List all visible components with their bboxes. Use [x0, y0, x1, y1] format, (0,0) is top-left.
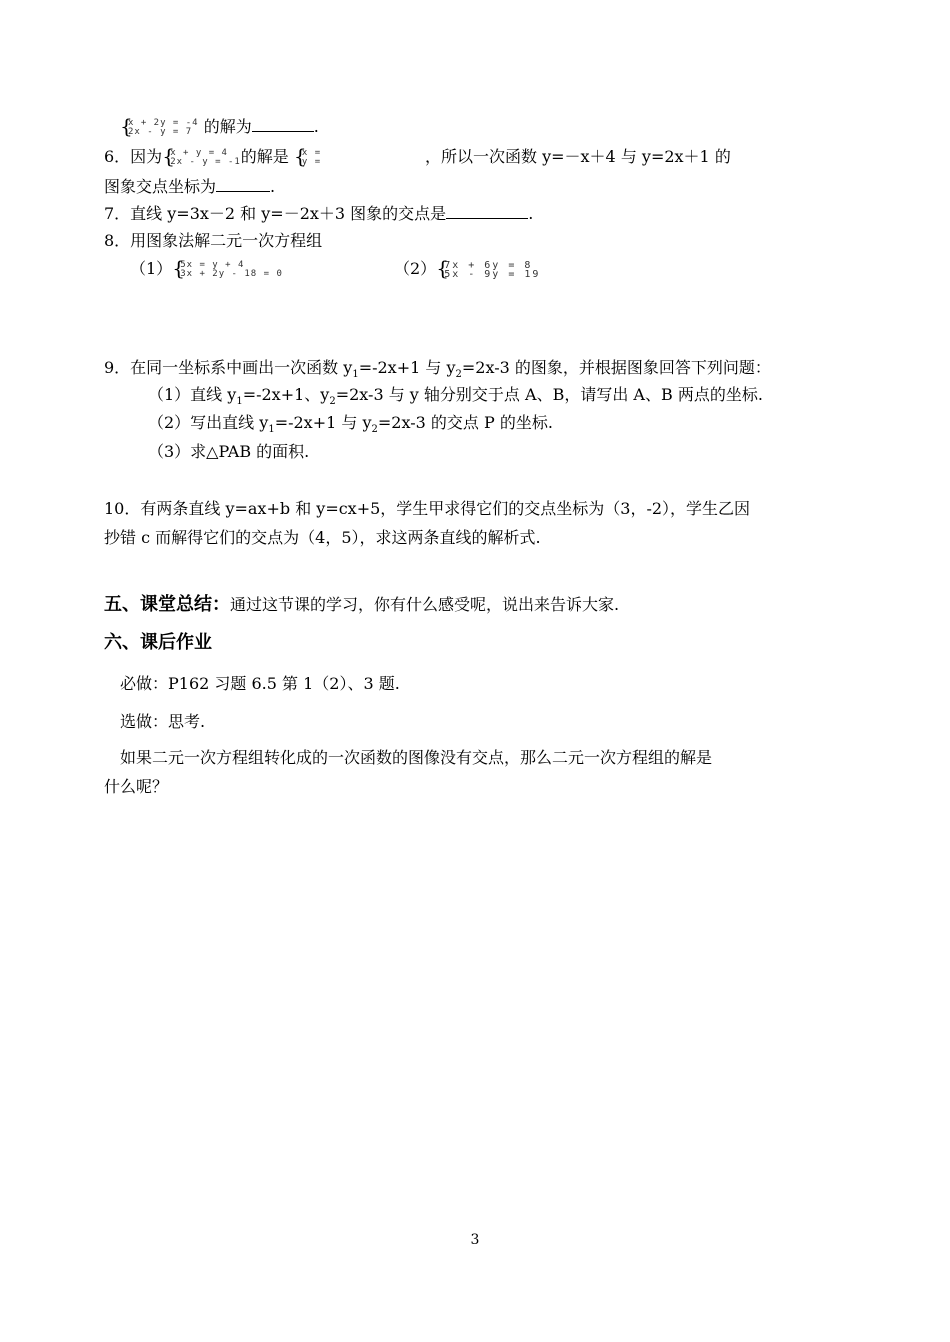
q5-text: 的解为	[203, 117, 252, 136]
q8-system-1: { 5x = y + 4 3x + 2y - 18 = 0	[172, 261, 283, 279]
q7-answer-blank[interactable]	[446, 204, 528, 219]
q6-line2: 图象交点坐标为 .	[104, 177, 276, 196]
q8-system-2: { 7x + 6y = 8 5x - 9y = 19	[436, 261, 540, 279]
q8-title: 8．用图象法解二元一次方程组	[104, 231, 323, 250]
q6-line1: 6．因为 { x + y = 4 2x - y = -1 的解是 { x = y = ，所以一次函数 y=－x＋4 与 y=2x＋1 的	[104, 146, 731, 168]
q6-answer-blank[interactable]	[216, 177, 270, 192]
q8-part2: （2） { 7x + 6y = 8 5x - 9y = 19	[394, 258, 540, 280]
q9-item3: （3）求△PAB 的面积.	[148, 442, 310, 461]
homework-optional: 选做：思考.	[120, 712, 206, 731]
q10-line2: 抄错 c 而解得它们的交点为（4，5），求这两条直线的解析式.	[104, 528, 541, 547]
q5-line: { x + 2y = -4 2x - y = 7 的解为 .	[120, 116, 319, 138]
q6-equation-system: { x + y = 4 2x - y = -1	[162, 149, 241, 167]
section5	[104, 594, 619, 616]
q9-item1: （1）直线 $y_1=-2x+1$、$y_2=2x-3$ 与 y 轴分别交于点 A、B，请写出 A、B 两点的坐标.	[148, 385, 763, 408]
q9-stem: 9．在同一坐标系中画出一次函数 $y_1=-2x+1$ 与 $y_2=2x-3$ 的图象，并根据图象回答下列问题：	[104, 358, 771, 381]
q9-item2: （2）写出直线 $y_1=-2x+1$ 与 $y_2=2x-3$ 的交点 P 的坐标.	[148, 413, 553, 436]
think-question-line2: 什么呢？	[104, 777, 169, 796]
q10-line1: 10．有两条直线 y=ax+b 和 y=cx+5，学生甲求得它们的交点坐标为（3，-2），学生乙因	[104, 499, 751, 518]
section5-title: 五、课堂总结：	[104, 594, 230, 615]
q5-answer-blank[interactable]	[252, 117, 314, 132]
q6-answer-system[interactable]: { x = y =	[294, 149, 420, 167]
page-number: 3	[470, 1232, 480, 1248]
think-question-line1: 如果二元一次方程组转化成的一次函数的图像没有交点，那么二元一次方程组的解是	[120, 748, 713, 767]
q7-line: 7．直线 y=3x－2 和 y=－2x＋3 图象的交点是 .	[104, 204, 534, 223]
q8-part1: （1） { 5x = y + 4 3x + 2y - 18 = 0	[130, 258, 283, 280]
section5-text: 通过这节课的学习，你有什么感受呢，说出来告诉大家.	[230, 595, 620, 614]
homework-required: 必做：P162 习题 6.5 第 1（2）、3 题.	[120, 674, 400, 693]
q5-equation-system: { x + 2y = -4 2x - y = 7	[120, 119, 199, 137]
section6-title: 六、课后作业	[104, 632, 212, 653]
